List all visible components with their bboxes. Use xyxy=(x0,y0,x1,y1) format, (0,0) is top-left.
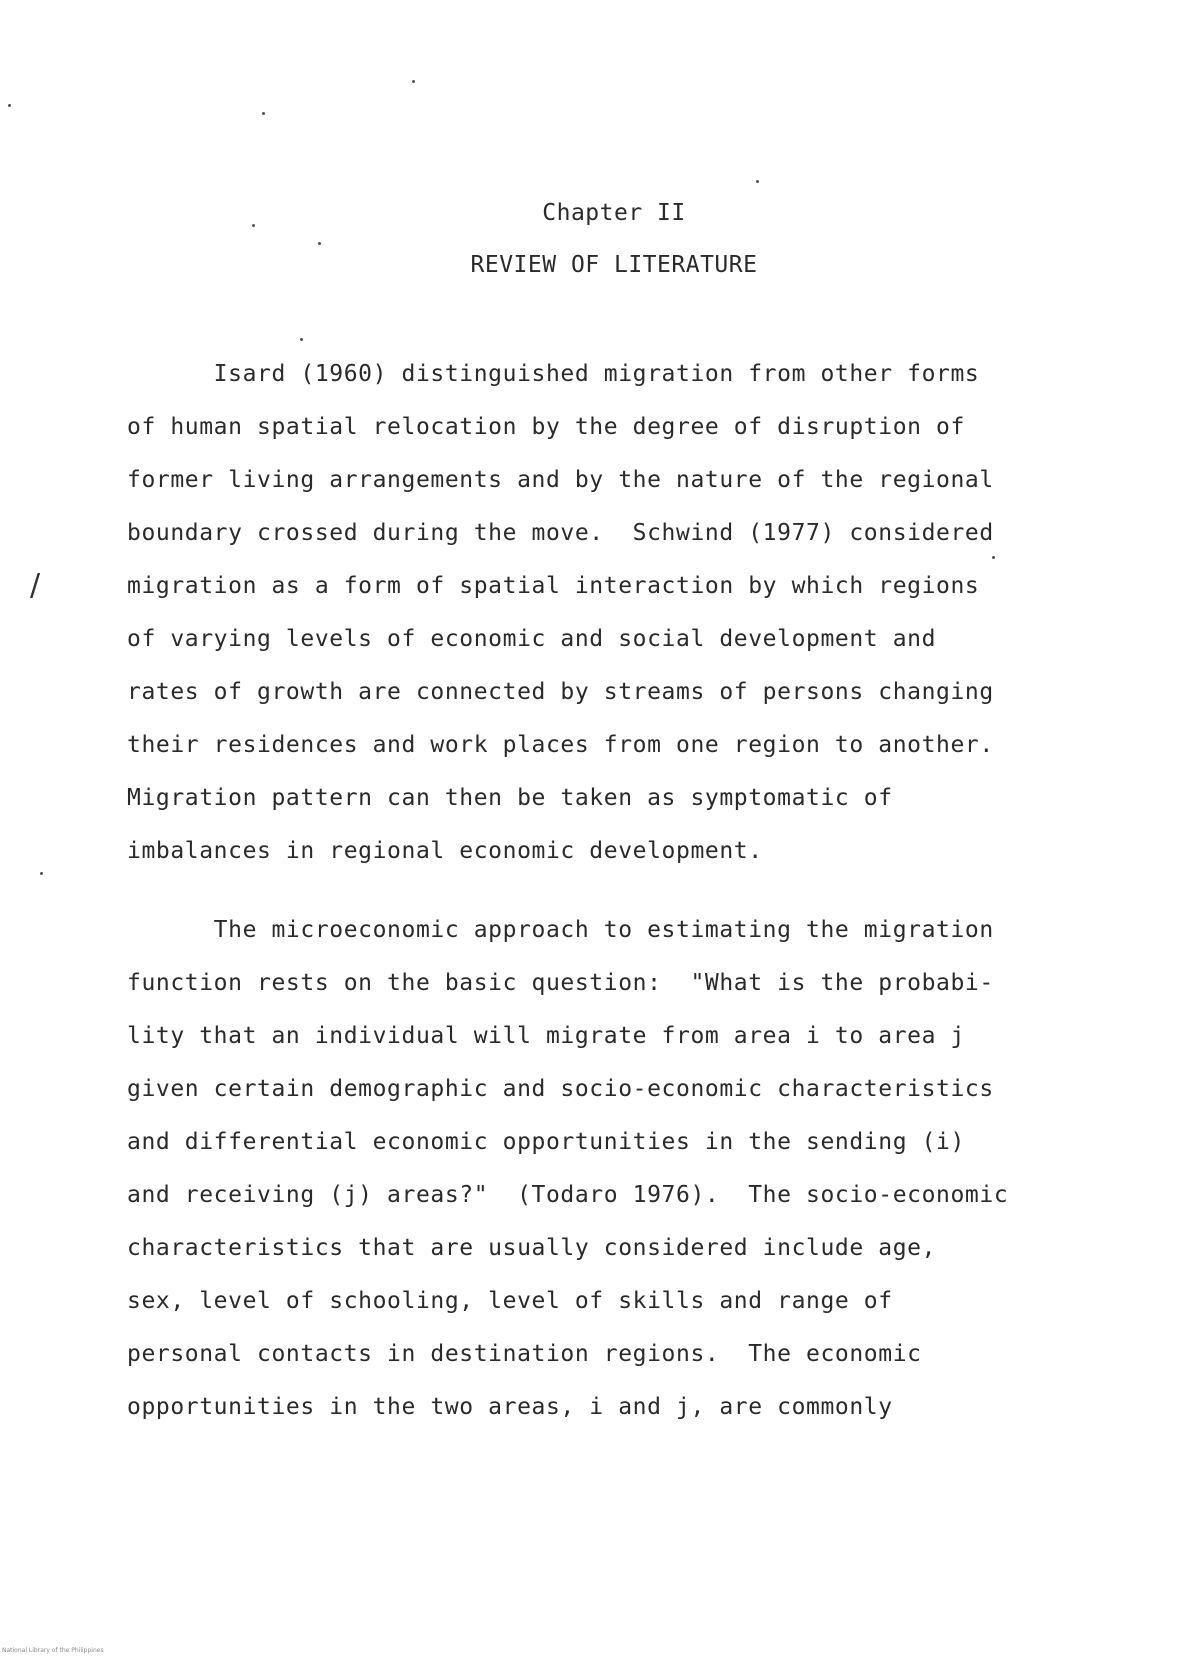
paragraph-line: rates of growth are connected by streams of persons changing xyxy=(127,679,994,705)
section-title: REVIEW OF LITERATURE xyxy=(470,252,758,278)
chapter-heading: Chapter II xyxy=(542,200,686,226)
paragraph-line: Isard (1960) distinguished migration from other forms xyxy=(127,361,980,387)
paragraph-line: given certain demographic and socio-economic characteristics xyxy=(127,1076,994,1102)
scan-speck xyxy=(40,872,43,875)
paragraph-line: and receiving (j) areas?" (Todaro 1976). The socio-economic xyxy=(127,1182,1009,1208)
scanner-footer-note: National Library of the Philippines xyxy=(2,1647,104,1654)
paragraph-line: opportunities in the two areas, i and j, are commonly xyxy=(127,1394,893,1420)
scan-speck xyxy=(992,556,995,559)
paragraph-line: and differential economic opportunities in the sending (i) xyxy=(127,1129,965,1155)
paragraph-line: of human spatial relocation by the degree of disruption of xyxy=(127,414,965,440)
paragraph-line: boundary crossed during the move. Schwind (1977) considered xyxy=(127,520,994,546)
paragraph-line: The microeconomic approach to estimating the migration xyxy=(127,917,994,943)
paragraph-line: personal contacts in destination regions. The economic xyxy=(127,1341,922,1367)
paragraph-line: their residences and work places from one region to another. xyxy=(127,732,994,758)
paragraph-line: Migration pattern can then be taken as symptomatic of xyxy=(127,785,893,811)
scan-speck xyxy=(412,80,415,83)
paragraph-line: function rests on the basic question: "What is the probabi- xyxy=(127,970,994,996)
scan-speck xyxy=(756,180,759,183)
paragraph-line: characteristics that are usually considered include age, xyxy=(127,1235,937,1261)
scan-speck xyxy=(252,224,255,227)
paragraph-line: of varying levels of economic and social development and xyxy=(127,626,937,652)
paragraph-line: sex, level of schooling, level of skills and range of xyxy=(127,1288,893,1314)
paragraph-1 xyxy=(127,348,1107,878)
scan-speck xyxy=(318,242,321,245)
scan-speck xyxy=(300,338,303,341)
scan-speck xyxy=(262,112,265,115)
paragraph-line: imbalances in regional economic development. xyxy=(127,838,763,864)
paragraph-2 xyxy=(127,904,1107,1434)
paragraph-line: migration as a form of spatial interaction by which regions xyxy=(127,573,980,599)
paragraph-line: lity that an individual will migrate from area i to area j xyxy=(127,1023,965,1049)
margin-pencil-mark: / xyxy=(30,568,41,603)
paragraph-line: former living arrangements and by the nature of the regional xyxy=(127,467,994,493)
scan-speck xyxy=(8,104,11,107)
